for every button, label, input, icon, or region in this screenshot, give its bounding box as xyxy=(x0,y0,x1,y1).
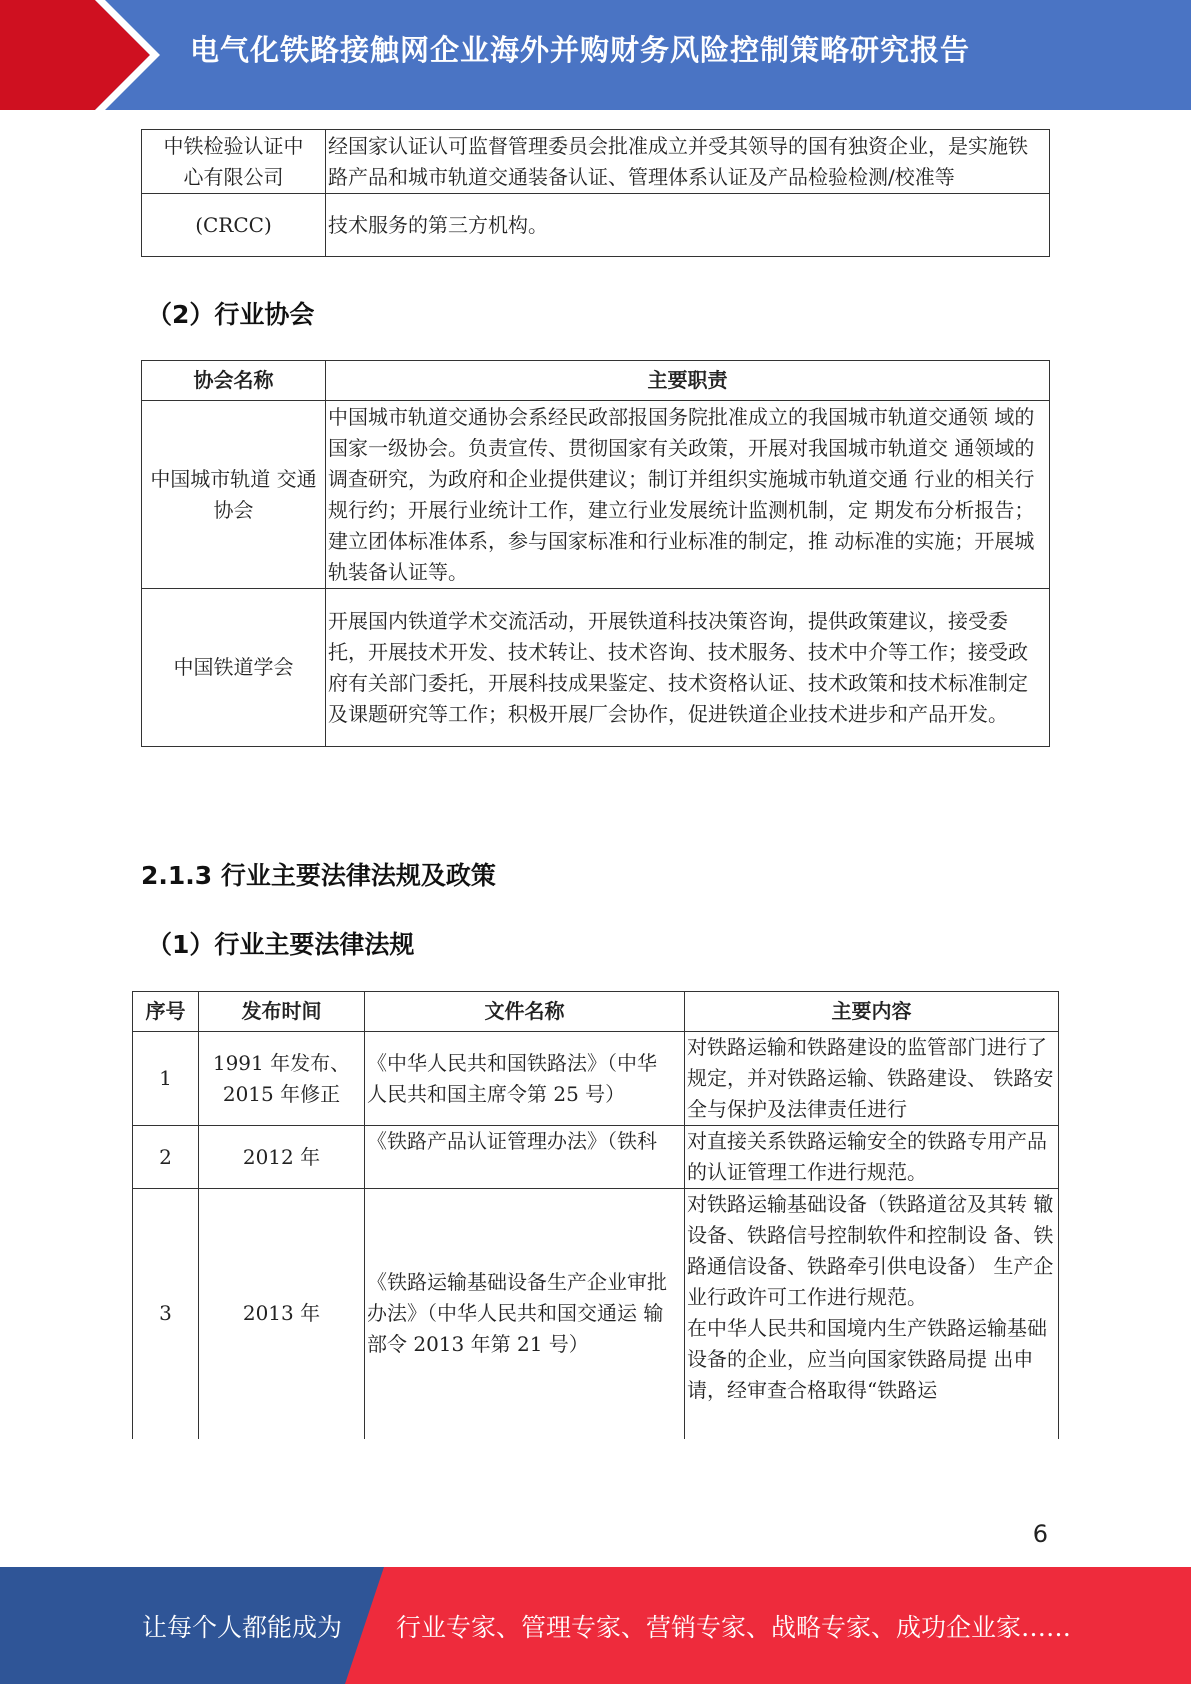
table-row xyxy=(133,1189,1059,1439)
table-row xyxy=(133,1126,1059,1189)
org-name-line: 心有限公司 xyxy=(183,164,284,189)
law-date-cell: 2013 年 xyxy=(199,1189,365,1439)
law-content-para: 对铁路运输基础设备（铁路道岔及其转 辙设备、铁路信号控制软件和控制设 备、铁路通信设备、铁路牵引供电设备） 生产企业行政许可工作进行规范。 xyxy=(687,1192,1054,1309)
assoc-name-cell: 中国城市轨道 交通协会 xyxy=(142,401,326,589)
law-no-cell: 2 xyxy=(133,1126,199,1189)
assoc-desc-cell: 中国城市轨道交通协会系经民政部报国务院批准成立的我国城市轨道交通领 域的国家一级协会。负责宣传、贯彻国家有关政策，开展对我国城市轨道交 通领域的调查研究，为政府和企业提供建议；制订并组织实施城市轨道交通 行业的相关行规行约；开展行业统计工作，建立行业发展统计监测机制，定 期发布分析报告；建立团体标准体系，参与国家标准和行业标准的制定，推 动标准的实施；开展城轨装备认证等。 xyxy=(326,401,1050,589)
org-abbr-cell: (CRCC) xyxy=(142,194,326,257)
law-table xyxy=(132,991,1059,1439)
col-header-content: 主要内容 xyxy=(685,992,1059,1032)
col-header-filename: 文件名称 xyxy=(365,992,685,1032)
law-name-cell: 《铁路产品认证管理办法》（铁科 xyxy=(365,1126,685,1189)
law-date-cell xyxy=(199,1032,365,1126)
law-content-cell: 对直接关系铁路运输安全的铁路专用产品的认证管理工作进行规范。 xyxy=(685,1126,1059,1189)
assoc-table xyxy=(141,360,1050,747)
col-header-duty: 主要职责 xyxy=(326,361,1050,401)
table-row xyxy=(133,1032,1059,1126)
table-row xyxy=(142,194,1050,257)
header-red-arrow xyxy=(0,0,160,110)
law-content-para: 在中华人民共和国境内生产铁路运输基础设备的企业，应当向国家铁路局提 出申请，经审查合格取得“铁路运 xyxy=(687,1316,1047,1402)
org-desc-cell: 经国家认证认可监督管理委员会批准成立并受其领导的国有独资企业，是实施铁路产品和城市轨道交通装备认证、管理体系认证及产品检验检测/校准等 xyxy=(326,130,1050,194)
col-header-name: 协会名称 xyxy=(142,361,326,401)
law-no-cell: 1 xyxy=(133,1032,199,1126)
page-header xyxy=(0,0,1191,110)
footer-slogan-right: 行业专家、管理专家、营销专家、战略专家、成功企业家…… xyxy=(396,1613,1072,1642)
table-row xyxy=(142,589,1050,747)
col-header-date: 发布时间 xyxy=(199,992,365,1032)
page-footer xyxy=(0,1567,1191,1684)
law-content-cell: 对铁路运输和铁路建设的监管部门进行了规定，并对铁路运输、铁路建设、 铁路安全与保护及法律责任进行 xyxy=(685,1032,1059,1126)
assoc-heading: （2）行业协会 xyxy=(147,300,315,329)
page-number: 6 xyxy=(1032,1520,1048,1548)
footer-slogan-left: 让每个人都能成为 xyxy=(142,1613,343,1642)
table-header-row xyxy=(142,361,1050,401)
law-date-line: 2015 年修正 xyxy=(222,1081,341,1106)
col-header-no: 序号 xyxy=(133,992,199,1032)
org-desc-cell: 技术服务的第三方机构。 xyxy=(326,194,1050,257)
law-name-cell: 《铁路运输基础设备生产企业审批办法》（中华人民共和国交通运 输部令 2013 年第 21 号） xyxy=(365,1189,685,1439)
section-heading: 2.1.3 行业主要法律法规及政策 xyxy=(141,861,496,890)
table-row xyxy=(142,401,1050,589)
report-title: 电气化铁路接触网企业海外并购财务风险控制策略研究报告 xyxy=(190,33,971,67)
law-date-cell: 2012 年 xyxy=(199,1126,365,1189)
org-table xyxy=(141,129,1050,257)
assoc-name-cell: 中国铁道学会 xyxy=(142,589,326,747)
law-content-cell xyxy=(685,1189,1059,1439)
assoc-desc-cell: 开展国内铁道学术交流活动，开展铁道科技决策咨询，提供政策建议，接受委托，开展技术开发、技术转让、技术咨询、技术服务、技术中介等工作；接受政府有关部门委托，开展科技成果鉴定、技术资格认证、技术政策和技术标准制定及课题研究等工作；积极开展厂会协作，促进铁道企业技术进步和产品开发。 xyxy=(326,589,1050,747)
law-heading: （1）行业主要法律法规 xyxy=(147,930,415,959)
law-date-line: 1991 年发布、 xyxy=(212,1050,351,1075)
law-name-cell: 《中华人民共和国铁路法》（中华 人民共和国主席令第 25 号） xyxy=(365,1032,685,1126)
law-no-cell: 3 xyxy=(133,1189,199,1439)
table-row xyxy=(142,130,1050,194)
org-name-line: 中铁检验认证中 xyxy=(163,133,304,158)
table-header-row xyxy=(133,992,1059,1032)
org-name-cell xyxy=(142,130,326,194)
